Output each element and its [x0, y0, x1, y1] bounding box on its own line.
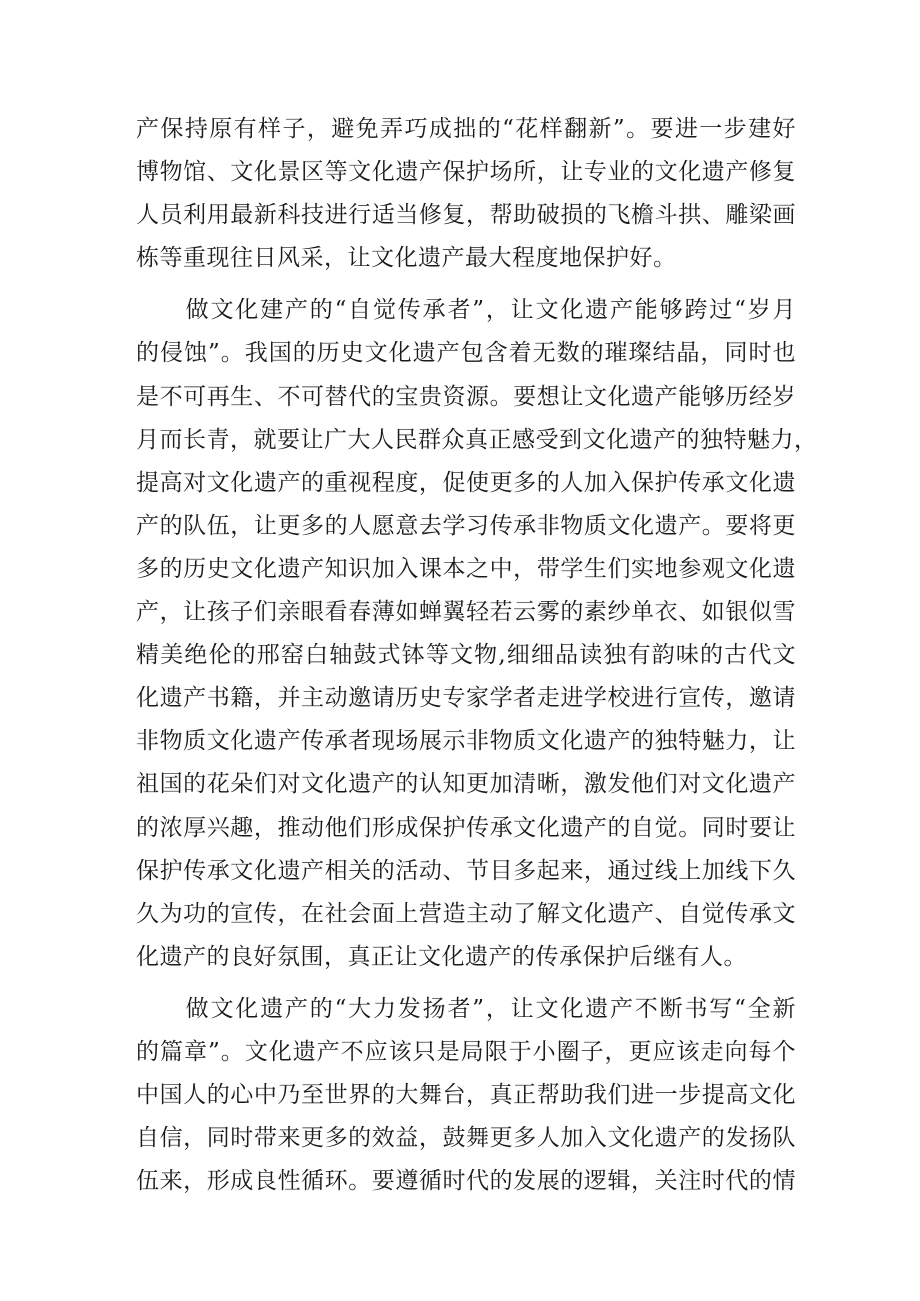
document-body [136, 108, 818, 1203]
text-line: 祖国的花朵们对文化遗产的认知更加清晰，激发他们对文化遗产 [136, 771, 796, 798]
text-line: 化遗产的良好氛围，真正让文化遗产的传承保护后继有人。 [136, 943, 747, 970]
text-line: 多的历史文化遗产知识加入课本之中，带学生们实地参观文化遗 [136, 555, 796, 582]
text-line: 精美绝伦的邢窑白轴鼓式钵等文物,细细品读独有韵味的古代文 [136, 642, 796, 669]
text-line: 产保持原有样子，避免弄巧成拙的“花样翻新”。要进一步建好 [136, 116, 796, 142]
text-line: 的浓厚兴趣，推动他们形成保护传承文化遗产的自觉。同时要让 [136, 814, 796, 841]
text-line: 化遗产书籍，并主动邀请历史专家学者走进学校进行宣传，邀请 [136, 685, 796, 712]
paragraph-gap [136, 979, 796, 988]
text-line: 久为功的宣传，在社会面上营造主动了解文化遗产、自觉传承文 [136, 900, 796, 927]
text-line: 产的队伍，让更多的人愿意去学习传承非物质文化遗产。要将更 [136, 512, 796, 539]
text-line: 自信，同时带来更多的效益，鼓舞更多人加入文化遗产的发扬队 [136, 1125, 796, 1152]
text-line: 中国人的心中乃至世界的大舞台，真正帮助我们进一步提高文化 [136, 1082, 796, 1109]
text-line: 提高对文化遗产的重视程度，促使更多的人加入保护传承文化遗 [136, 469, 796, 496]
text-line: 月而长青，就要让广大人民群众真正感受到文化遗产的独特魅力， [136, 426, 818, 453]
text-line: 栋等重现往日风采，让文化遗产最大程度地保护好。 [136, 245, 677, 272]
text-line: 伍来，形成良性循环。要遵循时代的发展的逻辑，关注时代的情 [136, 1168, 796, 1195]
text-line: 博物馆、文化景区等文化遗产保护场所，让专业的文化遗产修复 [136, 159, 796, 186]
text-line: 非物质文化遗产传承者现场展示非物质文化遗产的独特魅力，让 [136, 728, 796, 755]
text-line: 是不可再生、不可替代的宝贵资源。要想让文化遗产能够历经岁 [136, 383, 796, 410]
text-line: 做文化建产的“自觉传承者”，让文化遗产能够跨过“岁月 [136, 297, 796, 324]
text-line: 的侵蚀”。我国的历史文化遗产包含着无数的璀璨结晶，同时也 [136, 340, 796, 367]
paragraph-gap [136, 280, 796, 289]
text-line: 产，让孩子们亲眼看春薄如蝉翼轻若云雾的素纱单衣、如银似雪 [136, 599, 796, 626]
text-line: 的篇章”。文化遗产不应该只是局限于小圈子，更应该走向每个 [136, 1038, 796, 1065]
text-line: 保护传承文化遗产相关的活动、节目多起来，通过线上加线下久 [136, 857, 796, 884]
text-line: 做文化遗产的“大力发扬者”，让文化遗产不断书写“全新 [136, 995, 796, 1022]
text-line: 人员利用最新科技进行适当修复，帮助破损的飞檐斗拱、雕梁画 [136, 202, 796, 229]
